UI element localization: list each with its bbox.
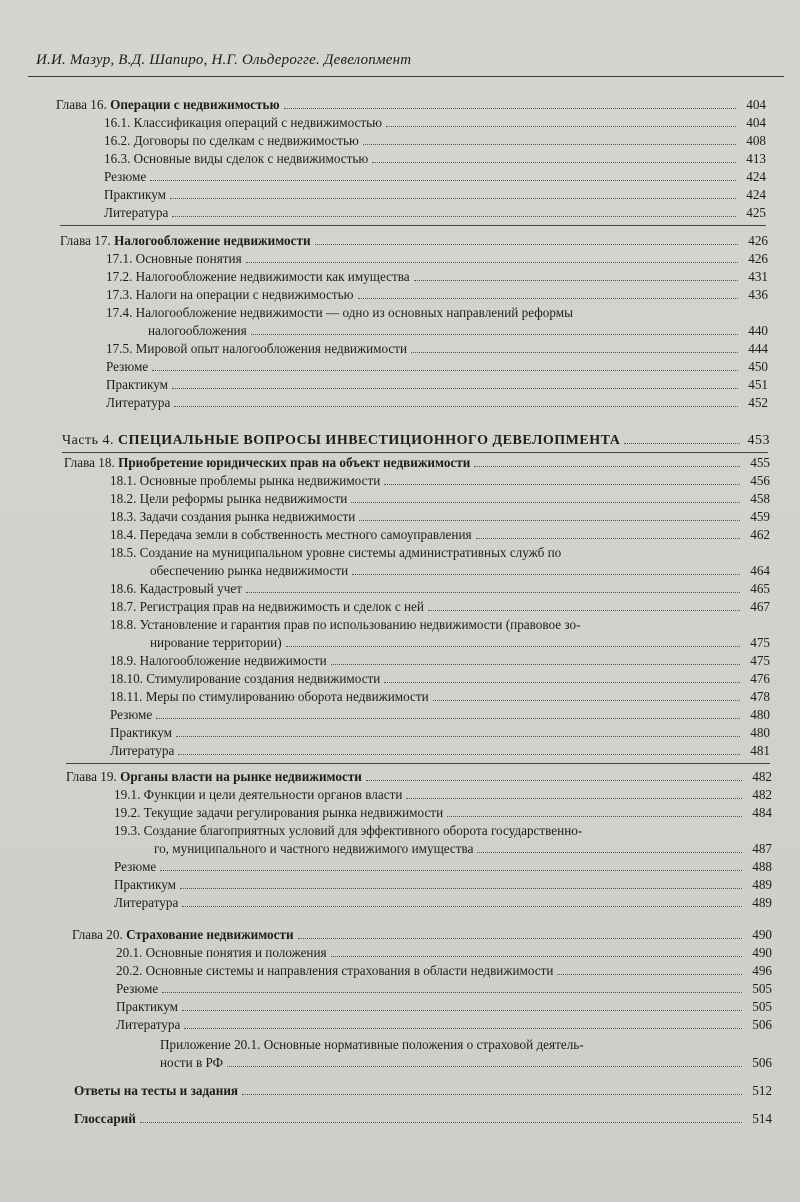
toc-entry[interactable] [114,876,772,894]
chapter-title: Органы власти на рынке недвижимости [120,769,362,784]
toc-entry[interactable] [104,150,766,168]
leader-dots [298,938,742,939]
leader-dots [227,1066,742,1067]
page-number: 436 [748,287,768,302]
toc-entry[interactable] [116,944,772,962]
toc-entry[interactable] [154,840,772,858]
leader-dots [170,198,736,199]
section-divider [62,452,768,453]
page-number: 404 [746,97,766,112]
toc-entry[interactable] [104,114,766,132]
leader-dots [182,1010,742,1011]
entry-title: 18.7. Регистрация прав на недвижимость и сделок с ней [110,599,424,614]
toc-entry[interactable] [106,268,768,286]
part-prefix: Часть 4. [62,433,115,448]
toc-entry[interactable] [110,580,770,598]
leader-dots [150,180,736,181]
leader-dots [174,406,738,407]
chapter-title: Операции с недвижимостью [110,97,280,112]
entry-title: 17.5. Мировой опыт налогообложения недвижимости [106,341,408,356]
leader-dots [180,888,742,889]
entry-title: 19.3. Создание благоприятных условий для эффективного оборота государственно- [114,823,583,838]
page-number: 426 [748,251,768,266]
entry-title: 16.2. Договоры по сделкам с недвижимостью [104,133,359,148]
toc-glossary[interactable] [74,1110,772,1128]
chapter-prefix: Глава 20. [72,927,123,942]
entry-title: Практикум [106,377,169,392]
toc-entry[interactable] [104,186,766,204]
chapter-prefix: Глава 19. [66,769,117,784]
toc-entry[interactable] [114,858,772,876]
leader-dots [476,538,740,539]
leader-dots [251,334,738,335]
page-number: 490 [752,927,772,942]
page-number: 506 [752,1017,772,1032]
toc-entry[interactable] [160,1054,772,1072]
leader-dots [363,144,736,145]
toc-entry[interactable] [106,394,768,412]
toc-chapter-19[interactable] [66,768,772,786]
entry-title: 18.6. Кадастровый учет [110,581,242,596]
page-number: 505 [752,981,772,996]
page-number: 484 [752,805,772,820]
toc-entry[interactable] [116,962,772,980]
page-number: 465 [750,581,770,596]
page-number: 514 [752,1111,772,1126]
page-number: 482 [752,769,772,784]
leader-dots [477,852,742,853]
entry-title: Резюме [104,169,147,184]
leader-dots [162,992,742,993]
answers-title: Ответы на тесты и задания [74,1083,239,1098]
entry-title: 17.1. Основные понятия [106,251,242,266]
entry-title: Резюме [106,359,149,374]
page-number: 489 [752,895,772,910]
page-number: 426 [748,233,768,248]
leader-dots [352,574,740,575]
entry-title-continued: нирование территории) [150,635,282,650]
page-number: 467 [750,599,770,614]
page-number: 431 [748,269,768,284]
leader-dots [182,906,742,907]
entry-title: Резюме [110,707,153,722]
page-number: 478 [750,689,770,704]
toc-entry[interactable] [114,894,772,912]
entry-title: Резюме [116,981,159,996]
page-number: 490 [752,945,772,960]
page-number: 450 [748,359,768,374]
toc-entry[interactable] [150,562,770,580]
toc-entry[interactable] [110,652,770,670]
toc-entry[interactable] [110,508,770,526]
entry-title: Практикум [116,999,179,1014]
entry-title: 18.3. Задачи создания рынка недвижимости [110,509,356,524]
page-number: 458 [750,491,770,506]
toc-entry[interactable] [106,340,768,358]
entry-title-continued: налогообложения [148,323,247,338]
leader-dots [359,520,740,521]
leader-dots [386,126,736,127]
entry-title: 17.3. Налоги на операции с недвижимостью [106,287,354,302]
entry-title: Литература [106,395,171,410]
entry-title: 18.9. Налогообложение недвижимости [110,653,327,668]
leader-dots [372,162,736,163]
leader-dots [384,484,740,485]
entry-title: 16.3. Основные виды сделок с недвижимостью [104,151,369,166]
page-number: 452 [748,395,768,410]
leader-dots [284,108,736,109]
leader-dots [331,664,740,665]
leader-dots [246,592,740,593]
leader-dots [160,870,742,871]
page-number: 444 [748,341,768,356]
leader-dots [172,388,738,389]
section-divider [60,225,766,226]
toc-entry[interactable] [114,804,772,822]
leader-dots [557,974,742,975]
entry-title: Практикум [104,187,167,202]
toc-entry[interactable] [116,980,772,998]
leader-dots [156,718,740,719]
page-number: 413 [746,151,766,166]
toc-answers[interactable] [74,1082,772,1100]
page-number: 459 [750,509,770,524]
page-number: 455 [750,455,770,470]
page-number: 480 [750,725,770,740]
entry-title: Практикум [114,877,177,892]
entry-title: 18.1. Основные проблемы рынка недвижимости [110,473,381,488]
page-number: 424 [746,187,766,202]
entry-title: 18.4. Передача земли в собственность местного самоуправления [110,527,472,542]
running-header: И.И. Мазур, В.Д. Шапиро, Н.Г. Ольдерогге. Девелопмент [36,52,412,68]
toc-entry[interactable] [104,204,766,222]
toc-entry[interactable] [110,472,770,490]
entry-title: 16.1. Классификация операций с недвижимостью [104,115,383,130]
page-number: 475 [750,653,770,668]
entry-title: Литература [114,895,179,910]
glossary-title: Глоссарий [74,1111,136,1126]
leader-dots [184,1028,742,1029]
toc-entry[interactable] [106,358,768,376]
toc-entry[interactable] [110,526,770,544]
entry-title: 20.1. Основные понятия и положения [116,945,327,960]
entry-title: 17.2. Налогообложение недвижимости как имущества [106,269,410,284]
toc-entry[interactable] [116,998,772,1016]
leader-dots [246,262,738,263]
toc-entry[interactable] [110,724,770,742]
toc-entry[interactable] [110,742,770,760]
page-number: 506 [752,1055,772,1070]
entry-title: 18.8. Установление и гарантия прав по использованию недвижимости (правовое зо- [110,617,581,632]
leader-dots [358,298,738,299]
entry-title: Литература [110,743,175,758]
page-number: 481 [750,743,770,758]
leader-dots [406,798,742,799]
page-number: 512 [752,1083,772,1098]
entry-title: 18.10. Стимулирование создания недвижимости [110,671,381,686]
page-number: 505 [752,999,772,1014]
leader-dots [414,280,738,281]
page-number: 462 [750,527,770,542]
toc-entry[interactable] [110,688,770,706]
page-number: 451 [748,377,768,392]
page-number: 425 [746,205,766,220]
entry-title: Литература [116,1017,181,1032]
page-number: 424 [746,169,766,184]
chapter-prefix: Глава 17. [60,233,111,248]
chapter-title: Приобретение юридических прав на объект недвижимости [118,455,471,470]
toc-entry[interactable] [110,598,770,616]
page-number: 488 [752,859,772,874]
toc-entry[interactable] [148,322,768,340]
leader-dots [351,502,740,503]
page-number: 440 [748,323,768,338]
page-number: 496 [752,963,772,978]
entry-title: Резюме [114,859,157,874]
toc-entry[interactable] [110,670,770,688]
page-number: 475 [750,635,770,650]
page-number: 476 [750,671,770,686]
page-number: 487 [752,841,772,856]
entry-title: Приложение 20.1. Основные нормативные положения о страховой деятель- [160,1037,584,1052]
entry-title: Литература [104,205,169,220]
leader-dots [331,956,742,957]
leader-dots [624,443,740,444]
entry-title: 20.2. Основные системы и направления страхования в области недвижимости [116,963,554,978]
toc-entry[interactable] [106,250,768,268]
leader-dots [286,646,740,647]
toc-entry[interactable] [116,1016,772,1034]
entry-title-continued: ности в РФ [160,1055,224,1070]
entry-title: Практикум [110,725,173,740]
toc-chapter-20[interactable] [72,926,772,944]
toc-entry[interactable] [106,286,768,304]
toc-entry[interactable] [150,634,770,652]
chapter-prefix: Глава 16. [56,97,107,112]
page-number: 480 [750,707,770,722]
toc-chapter-17[interactable] [60,232,768,250]
leader-dots [315,244,738,245]
toc-entry[interactable] [110,706,770,724]
entry-title: 18.2. Цели реформы рынка недвижимости [110,491,348,506]
page-number: 489 [752,877,772,892]
entry-title-continued: го, муниципального и частного недвижимого имущества [154,841,474,856]
page-number: 453 [747,433,770,448]
leader-dots [140,1122,742,1123]
chapter-title: Страхование недвижимости [126,927,294,942]
entry-title-continued: обеспечению рынка недвижимости [150,563,349,578]
leader-dots [474,466,740,467]
toc-part-4[interactable] [62,432,770,450]
page-number: 404 [746,115,766,130]
leader-dots [433,700,740,701]
leader-dots [242,1094,742,1095]
toc-entry[interactable] [104,132,766,150]
leader-dots [152,370,738,371]
leader-dots [366,780,742,781]
page-number: 456 [750,473,770,488]
toc-entry[interactable] [106,376,768,394]
entry-title: 19.2. Текущие задачи регулирования рынка недвижимости [114,805,444,820]
entry-title: 18.5. Создание на муниципальном уровне системы административных служб по [110,545,562,560]
leader-dots [411,352,738,353]
section-divider [66,763,770,764]
leader-dots [384,682,740,683]
chapter-title: Налогообложение недвижимости [114,233,311,248]
header-rule [28,76,784,77]
leader-dots [428,610,740,611]
toc-entry[interactable] [110,490,770,508]
page-number: 408 [746,133,766,148]
page-number: 482 [752,787,772,802]
entry-title: 19.1. Функции и цели деятельности органов власти [114,787,403,802]
part-title: СПЕЦИАЛЬНЫЕ ВОПРОСЫ ИНВЕСТИЦИОННОГО ДЕВЕЛОПМЕНТА [118,433,621,448]
entry-title: 17.4. Налогообложение недвижимости — одно из основных направлений реформы [106,305,573,320]
leader-dots [176,736,740,737]
leader-dots [178,754,740,755]
toc-chapter-16[interactable] [56,96,766,114]
entry-title: 18.11. Меры по стимулированию оборота недвижимости [110,689,429,704]
toc-entry[interactable] [104,168,766,186]
chapter-prefix: Глава 18. [64,455,115,470]
toc-chapter-18[interactable] [64,454,770,472]
leader-dots [172,216,736,217]
toc-entry[interactable] [114,786,772,804]
leader-dots [447,816,742,817]
page-number: 464 [750,563,770,578]
